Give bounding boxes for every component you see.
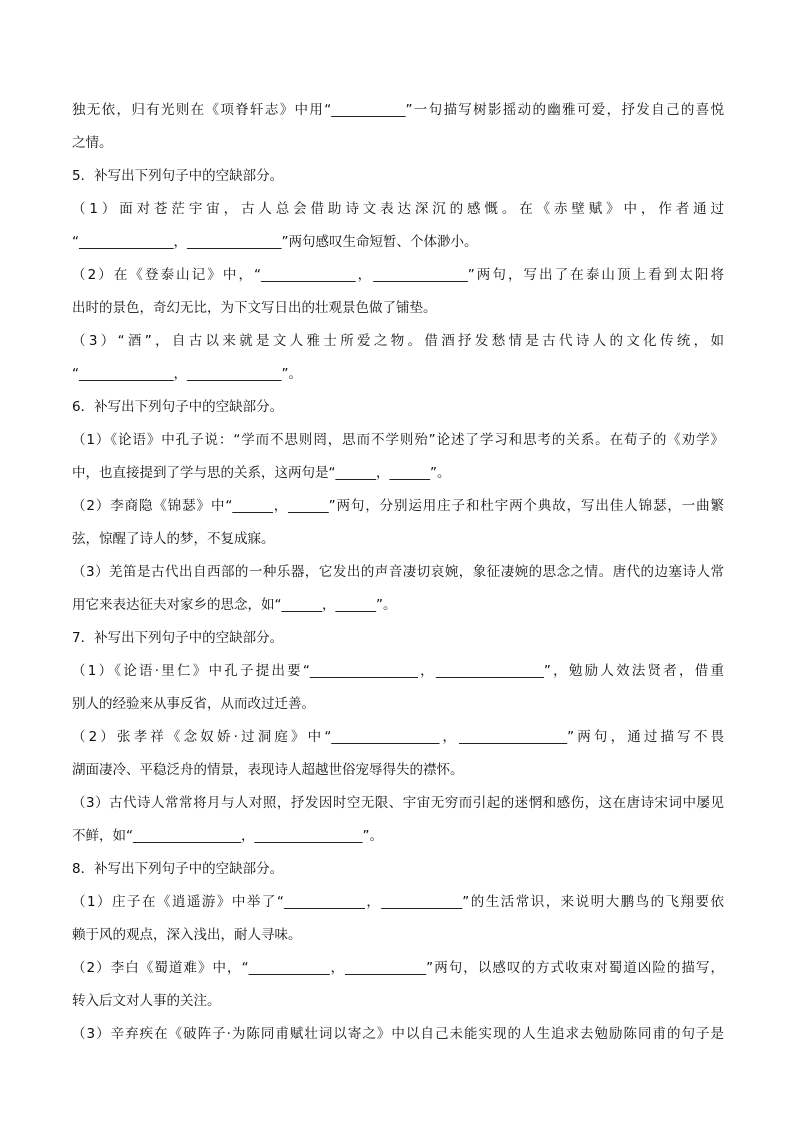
paragraph-line: 赖于风的观点，深入浅出，耐人寻味。: [72, 927, 302, 943]
paragraph-line: （1）《论语》中孔子说：“学而不思则罔，思而不学则殆”论述了学习和思考的关系。在荀子的《劝学》: [72, 432, 724, 448]
paragraph-line: 湖面凄冷、平稳泛舟的情景，表现诗人超越世俗宠辱得失的襟怀。: [72, 762, 464, 778]
question-heading: 6．补写出下列句子中的空缺部分。: [72, 399, 284, 415]
document-page: [72, 98, 724, 1055]
paragraph-line: （2）张孝祥《念奴娇·过洞庭》中“________________，________________”两句，通过描写不畏: [72, 729, 724, 745]
paragraph-line: 用它来表达征夫对家乡的思念，如“______，______”。: [72, 597, 397, 613]
paragraph-line: “______________，______________”两句感叹生命短暂、个体渺小。: [72, 234, 478, 250]
paragraph-line: （1）面对苍茫宇宙，古人总会借助诗文表达深沉的感慨。在《赤壁赋》中，作者通过: [72, 201, 724, 217]
paragraph-line: （2）在《登泰山记》中，“______________，______________”两句，写出了在泰山顶上看到太阳将: [72, 267, 724, 283]
question-heading: 7．补写出下列句子中的空缺部分。: [72, 630, 284, 646]
paragraph-line: （1）庄子在《逍遥游》中举了“____________，____________”的生活常识，来说明大鹏鸟的飞翔要依: [72, 894, 724, 910]
paragraph-line: （3）“酒”，自古以来就是文人雅士所爱之物。借酒抒发愁情是古代诗人的文化传统，如: [72, 333, 724, 349]
paragraph-line: 之情。: [72, 135, 113, 151]
paragraph-line: 转入后文对人事的关注。: [72, 993, 221, 1009]
paragraph-line: 别人的经验来从事反省，从而改过迁善。: [72, 696, 315, 712]
paragraph-line: （2）李白《蜀道难》中，“____________，____________”两句，以感叹的方式收束对蜀道凶险的描写，: [72, 960, 724, 976]
paragraph-line: 中，也直接提到了学与思的关系，这两句是“______，______”。: [72, 465, 451, 481]
paragraph-line: （3）古代诗人常常将月与人对照，抒发因时空无限、宇宙无穷而引起的迷惘和感伤，这在唐诗宋词中屡见: [72, 795, 724, 811]
paragraph-line: 独无依，归有光则在《项脊轩志》中用“___________”一句描写树影摇动的幽雅可爱，抒发自己的喜悦: [72, 102, 724, 118]
paragraph-line: 不鲜，如“________________，________________”。: [72, 828, 383, 844]
paragraph-line: （1）《论语·里仁》中孔子提出要“________________，________________”，勉励人效法贤者，借重: [72, 663, 724, 679]
paragraph-line: “______________，______________”。: [72, 366, 302, 382]
paragraph-line: 出时的景色，奇幻无比，为下文写日出的壮观景色做了铺垫。: [72, 300, 437, 316]
question-heading: 5．补写出下列句子中的空缺部分。: [72, 168, 284, 184]
paragraph-line: 弦，惊醒了诗人的梦，不复成寐。: [72, 531, 275, 547]
question-heading: 8．补写出下列句子中的空缺部分。: [72, 861, 284, 877]
paragraph-line: （2）李商隐《锦瑟》中“______，______”两句，分别运用庄子和杜宇两个典故，写出佳人锦瑟，一曲繁: [72, 498, 724, 514]
paragraph-line: （3）羌笛是古代出自西部的一种乐器，它发出的声音凄切哀婉，象征凄婉的思念之情。唐代的边塞诗人常: [72, 564, 724, 580]
paragraph-line: （3）辛弃疾在《破阵子·为陈同甫赋壮词以寄之》中以自己未能实现的人生追求去勉励陈同甫的句子是: [72, 1026, 724, 1042]
